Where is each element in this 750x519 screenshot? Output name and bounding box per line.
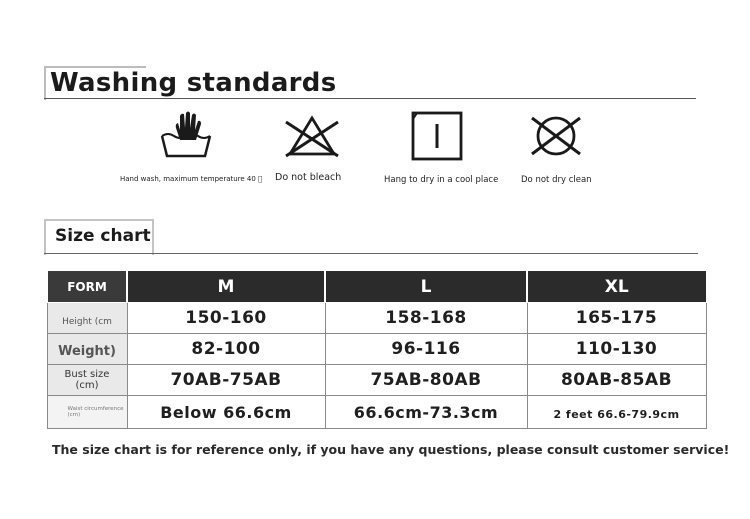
row-label-bust: Bust size (cm) (47, 365, 127, 396)
hang-dry-shade-icon (409, 110, 465, 162)
do-not-bleach-icon (284, 110, 340, 162)
table-cell: 110-130 (527, 334, 706, 365)
do-not-dry-clean-label: Do not dry clean (521, 175, 592, 185)
size-table (46, 270, 707, 429)
table-cell: Below 66.6cm (127, 396, 325, 429)
table-cell: 150-160 (127, 303, 325, 334)
table-cell: 2 feet 66.6-79.9cm (527, 396, 706, 429)
size-header-xl: XL (527, 271, 706, 303)
table-cell: 70AB-75AB (127, 365, 325, 396)
size-chart-title: Size chart (55, 226, 151, 246)
do-not-dry-clean-icon (528, 110, 584, 162)
do-not-bleach-label: Do not bleach (275, 172, 342, 183)
table-row (47, 303, 706, 334)
washing-divider (44, 98, 696, 99)
row-label-waist: Waist circumference (cm) (47, 396, 127, 429)
table-header-row (47, 271, 706, 303)
table-cell: 82-100 (127, 334, 325, 365)
row-label-weight: Weight) (47, 334, 127, 365)
hand-wash-label: Hand wash, maximum temperature 40   (120, 175, 263, 183)
table-cell: 96-116 (325, 334, 527, 365)
table-row (47, 396, 706, 429)
hand-wash-40-icon (158, 110, 214, 162)
size-chart-note: The size chart is for reference only, if you have any questions, please consult customer service! (52, 442, 730, 457)
size-chart-divider (44, 253, 698, 254)
table-cell: 165-175 (527, 303, 706, 334)
hang-dry-label: Hang to dry in a cool place (384, 175, 499, 185)
form-header: FORM (47, 271, 127, 303)
table-row (47, 365, 706, 396)
table-cell: 80AB-85AB (527, 365, 706, 396)
size-header-l: L (325, 271, 527, 303)
size-header-m: M (127, 271, 325, 303)
washing-standards-title: Washing standards (50, 68, 337, 98)
table-cell: 75AB-80AB (325, 365, 527, 396)
table-cell: 66.6cm-73.3cm (325, 396, 527, 429)
table-row (47, 334, 706, 365)
row-label-height: Height (cm (47, 303, 127, 334)
table-cell: 158-168 (325, 303, 527, 334)
